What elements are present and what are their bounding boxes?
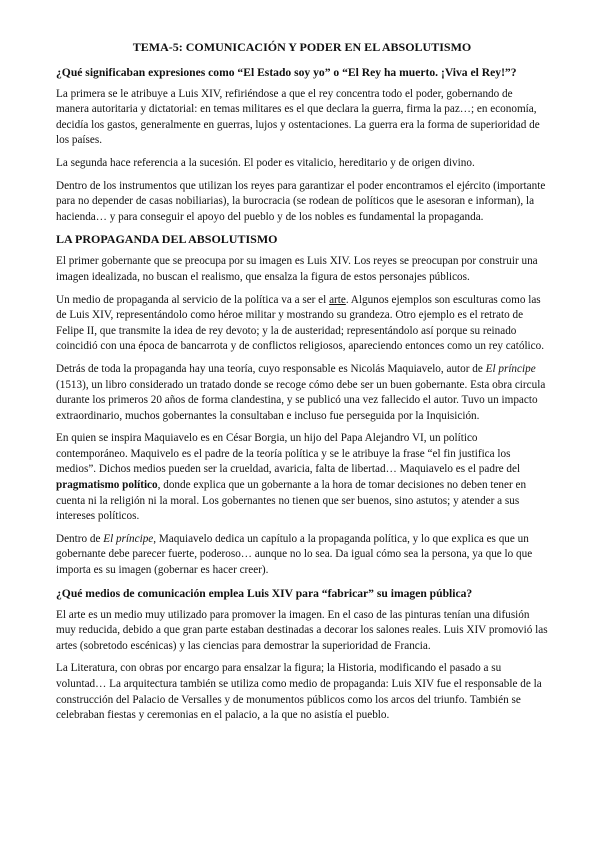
paragraph-4: El primer gobernante que se preocupa por su imagen es Luis XIV. Los reyes se preocupan por construir una imagen idealizada, no buscan el realismo, que ensalza la figura de estos personajes públicos. [56,255,538,283]
arte-link[interactable]: arte [329,293,346,306]
paragraph-3: Dentro de los instrumentos que utilizan los reyes para garantizar el poder encontramos el ejército (importante para no depender de casas nobiliarias), la burocracia (se rodean de políticos que le asesoran e informan), la hacienda… y para conseguir el apoyo del pueblo y de los nobles es fundamental la propaganda. [56,179,546,223]
paragraph-5-text-b: . Algunos ejemplos son esculturas como las de Luis XIV, representándolo como héroe militar y mostrando su grandeza. Otro ejemplo es el retrato de Felipe II, que transmite la idea de rey devoto; y la de austeridad; representándolo así porque su reinado coincidió con una época de bancarrota y de conflictos religiosos, apareciendo entonces como un rey católico. [56,293,545,353]
paragraph-2: La segunda hace referencia a la sucesión. El poder es vitalicio, hereditario y de origen divino. [56,156,475,169]
paragraph-1: La primera se le atribuye a Luis XIV, refiriéndose a que el rey concentra todo el poder, gobernando de manera autoritaria y dictatorial: en temas militares es el que declara la guerra, firma la paz…; en economía, decidía los gastos, generalmente en guerras, lujos y ostentaciones. La guerra era la forma de superioridad de los países. [56,87,540,147]
document-page [56,40,548,731]
paragraph-7-text-a: En quien se inspira Maquiavelo es en César Borgia, un hijo del Papa Alejandro VI, un político contemporáneo. Maquivelo es el padre de la teoría política y se le atribuye la frase “el fin justifica los medios”. Dichos medios pueden ser la crueldad, avaricia, falta de libertad… Maquiavelo es el padre del [56,432,521,476]
section-heading-propaganda: LA PROPAGANDA DEL ABSOLUTISMO [56,232,278,247]
question-heading-2: ¿Qué medios de comunicación emplea Luis XIV para “fabricar” su imagen pública? [56,586,473,600]
paragraph-9: El arte es un medio muy utilizado para promover la imagen. En el caso de las pinturas tenían una difusión muy reducida, debido a que gran parte estaban destinadas a decorar los salones reales. Luis XIV promovió las artes (sobretodo escénicas) y las ciencias para demostrar la superioridad de Francia. [56,608,548,652]
paragraph-6-text-b: (1513), un libro considerado un tratado donde se recoge cómo debe ser un buen gobernante. Esta obra circula durante los primeros 20 años de forma clandestina, y se publicó una vez fallecido el autor. Tuvo un impacto extraordinario, muchos gobernantes la consultaban e incluso fue perseguida por la Inquisición. [56,378,546,422]
paragraph-5-text-a: Un medio de propaganda al servicio de la política va a ser el [56,293,330,306]
paragraph-8-text-b: , Maquiavelo dedica un capítulo a la propaganda política, y lo que explica es que un gobernante debe parecer fuerte, poderoso… aunque no lo sea. Da igual cómo sea la persona, ya que lo que importa es su imagen (gobernar es hacer creer). [56,532,533,577]
paragraph-6-text-a: Detrás de toda la propaganda hay una teoría, cuyo responsable es Nicolás Maquiavelo, autor de [56,362,486,375]
book-title-el-principe-2: El príncipe [103,532,154,545]
paragraph-6 [56,362,548,424]
paragraph-10: La Literatura, con obras por encargo para ensalzar la figura; la Historia, modificando el pasado a su voluntad… La arquitectura también se utiliza como medio de propaganda: Luis XIV fue el responsable de la construcción del Palacio de Versalles y de monumentos públicos como los arcos del triunfo. También se celebraban fiestas y ceremonias en el palacio, a la que no asistía el pueblo. [56,662,542,722]
paragraph-7-text-b: , donde explica que un gobernante a la hora de tomar decisiones no deben tener en cuenta ni la religión ni la moral. Los gobernantes no tienen que ser buenos, sino astutos; y atender a sus intereses políticos. [56,479,527,523]
paragraph-5 [56,293,548,355]
book-title-el-principe: El príncipe [485,362,536,375]
document-title: TEMA-5: COMUNICACIÓN Y PODER EN EL ABSOLUTISMO [132,40,472,54]
paragraph-8 [56,532,548,579]
paragraph-7 [56,431,548,525]
pragmatismo-term: pragmatismo político [56,479,158,492]
question-heading-1: ¿Qué significaban expresiones como “El Estado soy yo” o “El Rey ha muerto. ¡Viva el Rey!”? [56,65,517,79]
paragraph-8-text-a: Dentro de [56,532,104,545]
